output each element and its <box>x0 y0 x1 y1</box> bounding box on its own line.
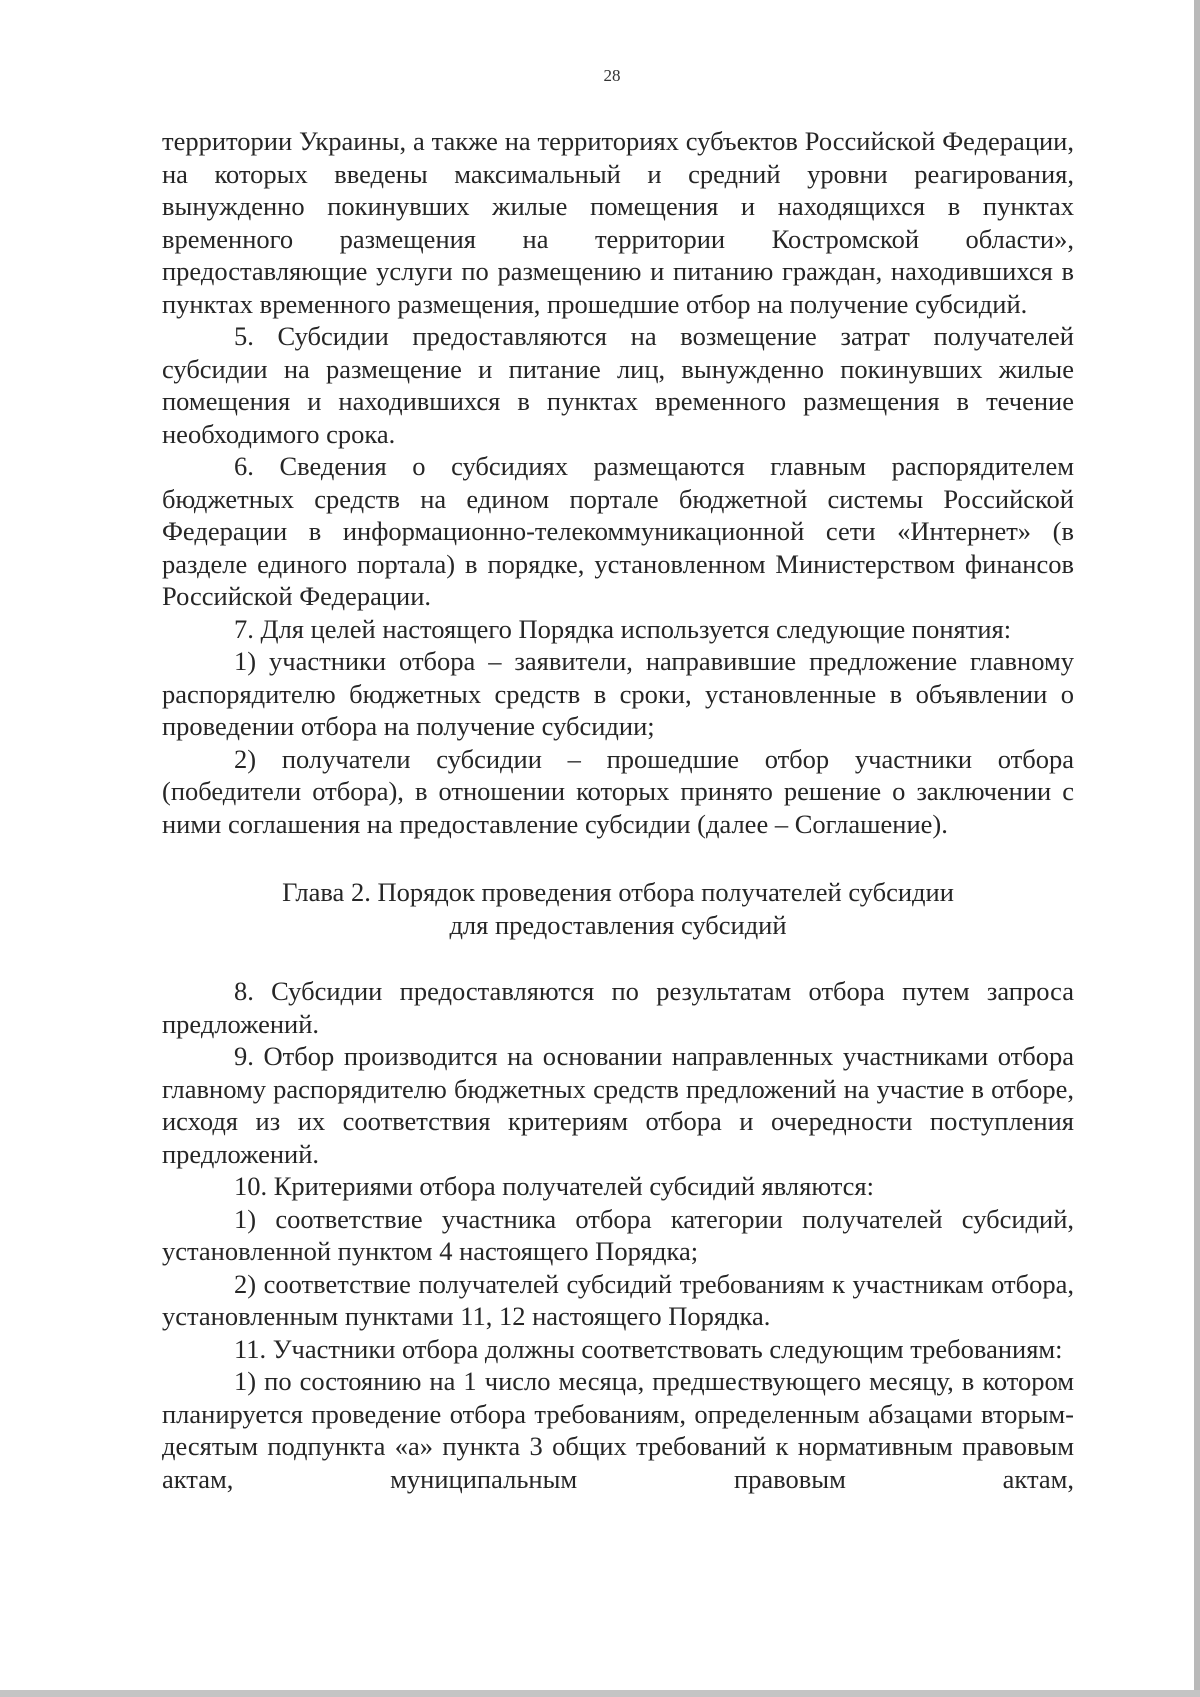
paragraph-7: 7. Для целей настоящего Порядка используется следующие понятия: <box>234 613 1012 644</box>
paragraph-8: 8. Субсидии предоставляются по результатам отбора путем запроса предложений. <box>162 976 1074 1039</box>
paragraph-7-item-2: 2) получатели субсидии – прошедшие отбор участники отбора (победители отбора), в отношении которых принято решение о заключении с ними соглашения на предоставление субсидии (далее – Соглашение). <box>162 743 1074 839</box>
paragraph-7-item-1: 1) участники отбора – заявители, направившие предложение главному распорядителю бюджетных средств в сроки, установленные в объявлении о проведении отбора на получение субсидии; <box>162 646 1074 741</box>
paragraph-11-item-1: 1) по состоянию на 1 число месяца, предшествующего месяцу, в котором планируется проведение отбора требованиям, определенным абзацами вторым-десятым подпункта «а» пункта 3 общих требований к нормативным правовым актам, муниципальным правовым актам, <box>162 1366 1074 1494</box>
scan-edge-right <box>1194 0 1200 1697</box>
chapter-heading <box>162 876 1074 941</box>
paragraph-10: 10. Критериями отбора получателей субсидий являются: <box>234 1171 874 1201</box>
paragraph-5: 5. Субсидии предоставляются на возмещение затрат получателей субсидии на размещение и питание лиц, вынужденно покинувших жилые помещения и находившихся в пунктах временного размещения в течение необходимого срока. <box>162 321 1074 449</box>
paragraph-11: 11. Участники отбора должны соответствовать следующим требованиям: <box>234 1333 1063 1364</box>
chapter-heading-line-1: Глава 2. Порядок проведения отбора получателей субсидии <box>282 877 954 907</box>
page-number: 28 <box>603 66 621 85</box>
paragraph-10-item-2: 2) соответствие получателей субсидий требованиям к участникам отбора, установленным пунктами 11, 12 настоящего Порядка. <box>162 1268 1074 1331</box>
paragraph-9: 9. Отбор производится на основании направленных участниками отбора главному распорядителю бюджетных средств предложений на участие в отборе, исходя из их соответствия критериям отбора и очередности поступления предложений. <box>162 1041 1074 1169</box>
scan-edge-bottom <box>0 1690 1200 1697</box>
paragraph-continuation: территории Украины, а также на территориях субъектов Российской Федерации, на которых введены максимальный и средний уровни реагирования, вынужденно покинувших жилые помещения и находящихся в пунктах временного размещения на территории Костромской области», предоставляющие услуги по размещению и питанию граждан, находившихся в пунктах временного размещения, прошедшие отбор на получение субсидий. <box>162 126 1074 319</box>
chapter-heading-line-2: для предоставления субсидий <box>449 909 787 940</box>
paragraph-10-item-1: 1) соответствие участника отбора категории получателей субсидий, установленной пунктом 4 настоящего Порядка; <box>162 1203 1074 1266</box>
document-body <box>162 125 1074 1495</box>
paragraph-6: 6. Сведения о субсидиях размещаются главным распорядителем бюджетных средств на едином портале бюджетной системы Российской Федерации в информационно-телекоммуникационной сети «Интернет» (в разделе единого портала) в порядке, установленном Министерством финансов Российской Федерации. <box>162 451 1074 611</box>
